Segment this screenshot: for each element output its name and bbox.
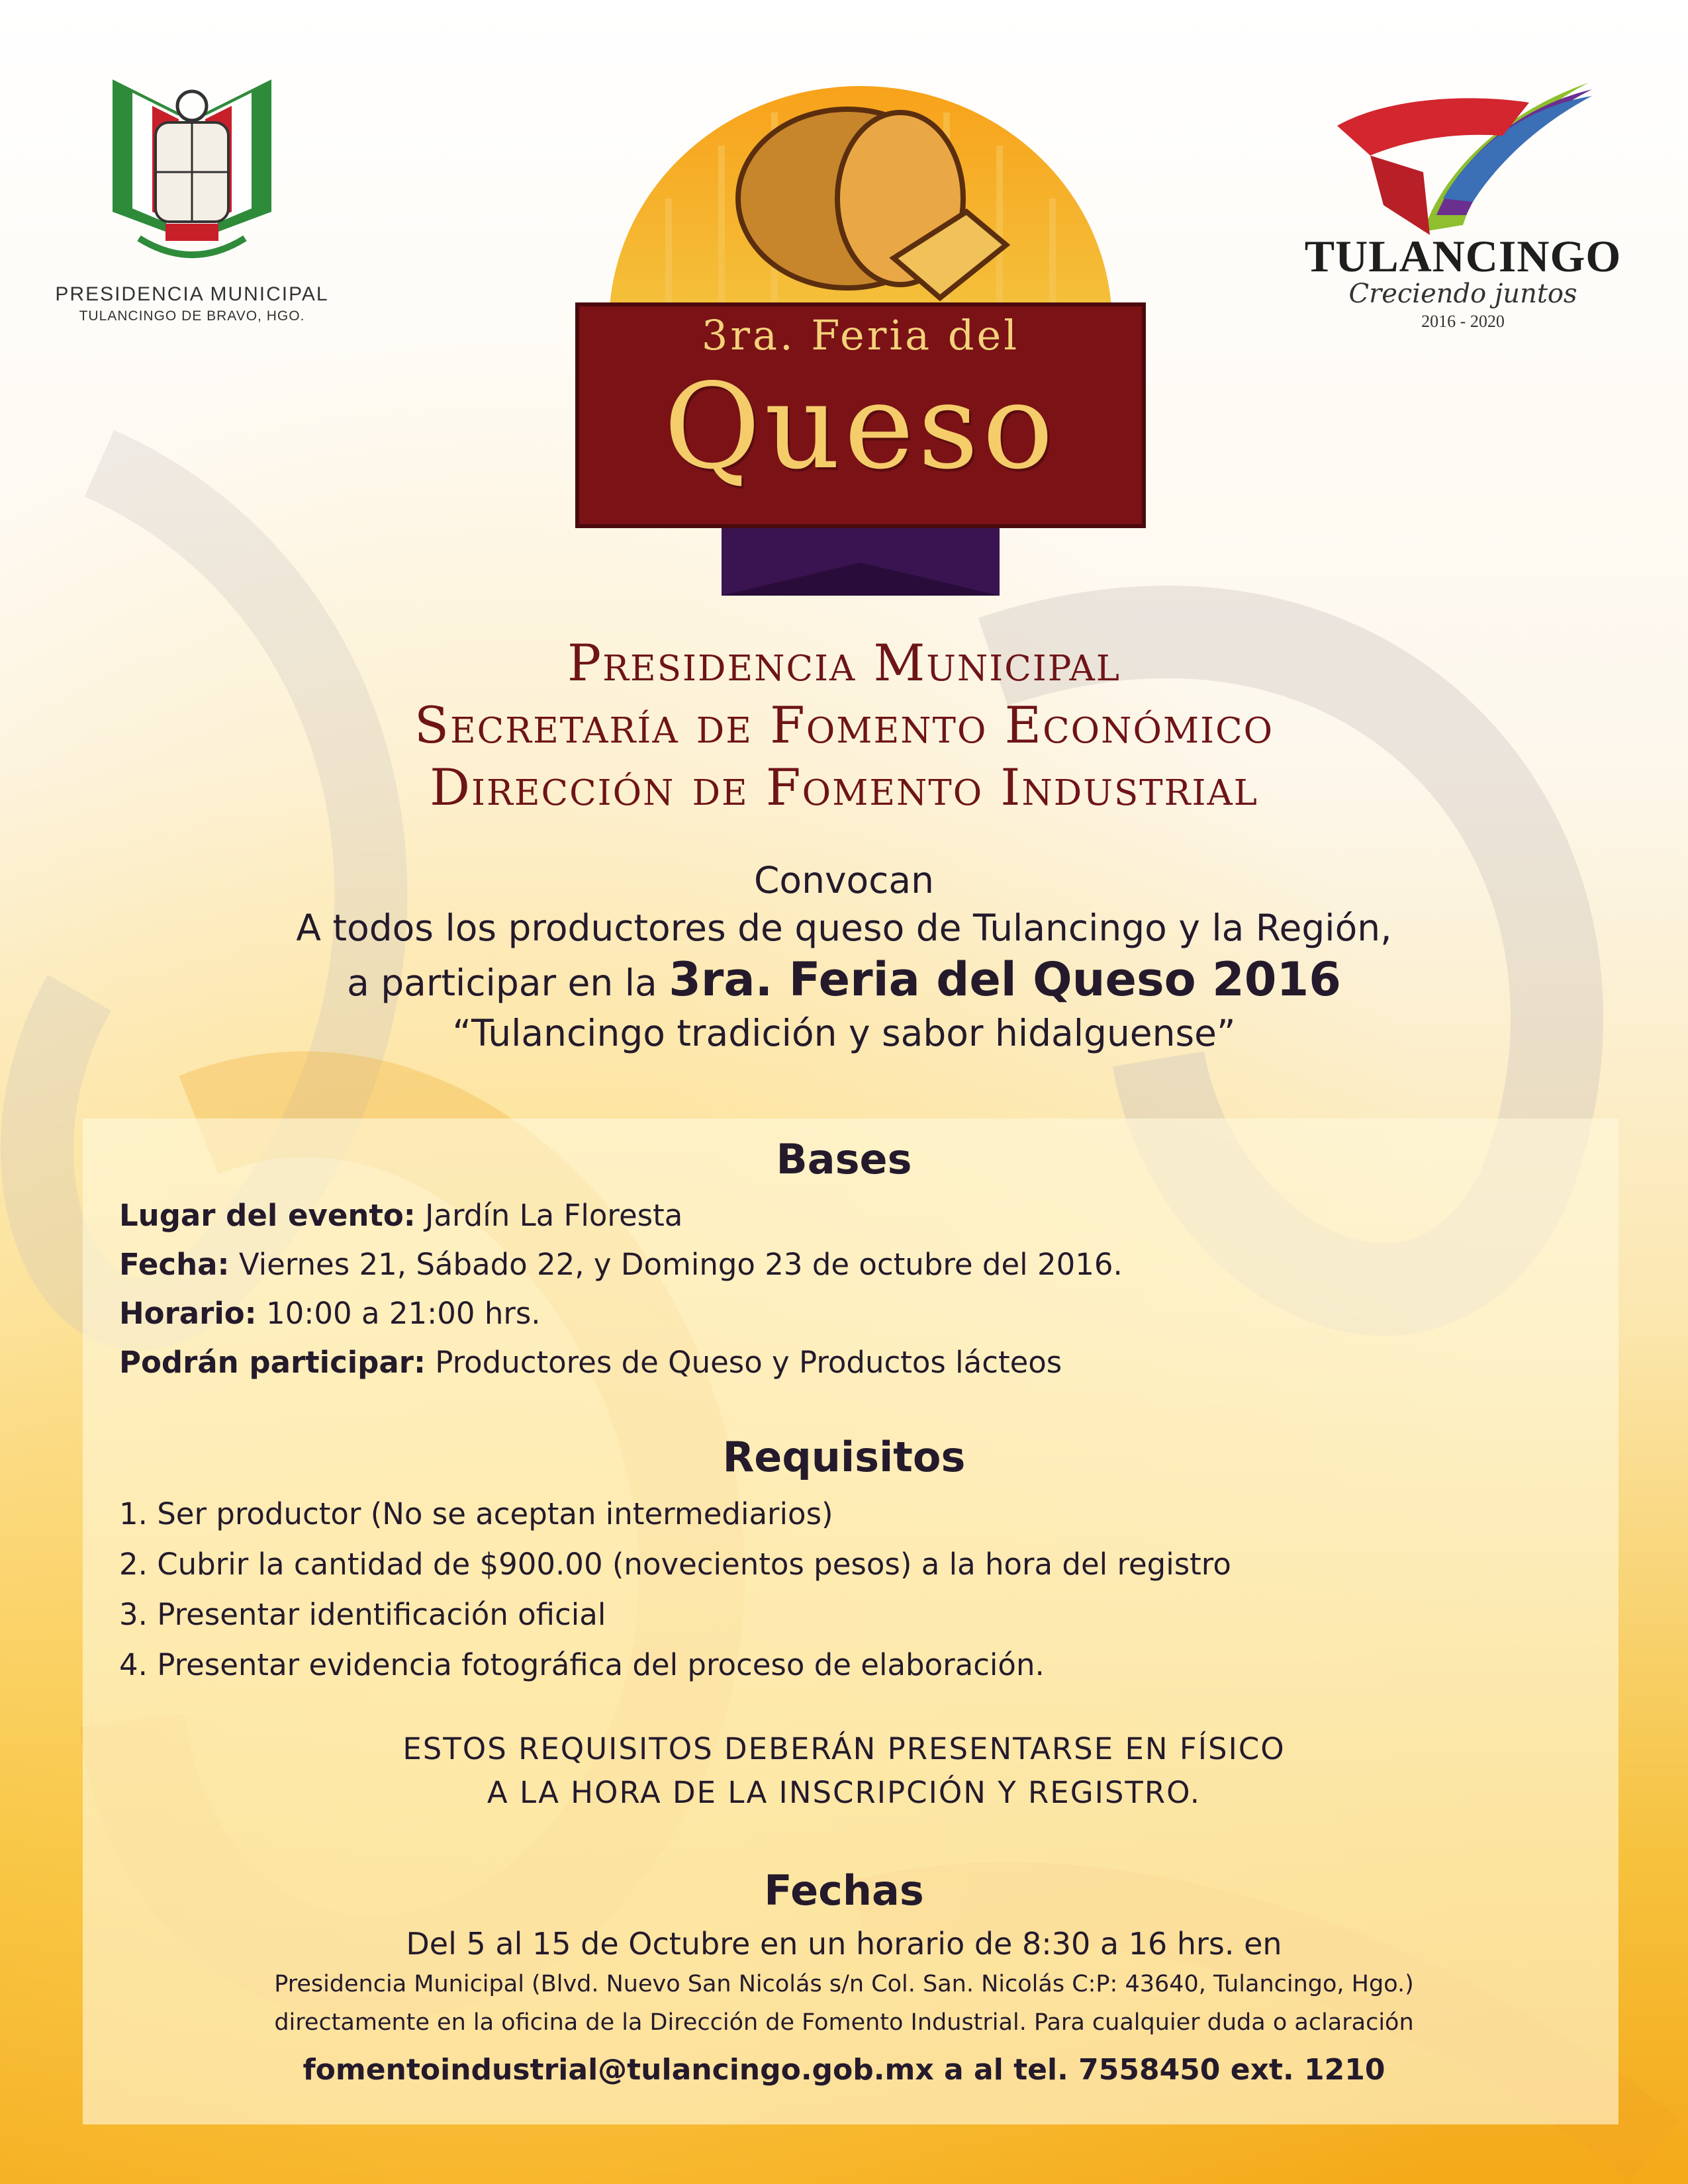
municipal-logo-line1: PRESIDENCIA MUNICIPAL xyxy=(55,283,329,305)
tulancingo-logo xyxy=(1284,73,1642,351)
fechas-line-3: directamente en la oficina de la Dirección de Fomento Industrial. Para cualquier duda o aclaración xyxy=(274,2009,1414,2036)
invitation-line: A todos los productores de queso de Tulancingo y la Región, xyxy=(296,907,1392,949)
municipal-logo-line2: TULANCINGO DE BRAVO, HGO. xyxy=(79,308,305,324)
contact-line: fomentoindustrial@tulancingo.gob.mx a al tel. 7558450 ext. 1210 xyxy=(303,2053,1385,2087)
base-value: 10:00 a 21:00 hrs. xyxy=(256,1296,541,1331)
requisitos-heading: Requisitos xyxy=(722,1433,966,1481)
organizers xyxy=(0,632,1688,819)
organizer-2: Secretaría de Fomento Económico xyxy=(414,696,1274,754)
bases-heading: Bases xyxy=(776,1135,912,1183)
badge-title-small: 3ra. Feria del xyxy=(701,311,1020,359)
organizer-3: Dirección de Fomento Industrial xyxy=(430,758,1258,817)
base-label: Fecha: xyxy=(119,1247,230,1282)
badge-title-big: Queso xyxy=(663,358,1058,495)
base-label: Lugar del evento: xyxy=(119,1198,416,1233)
base-value: Jardín La Floresta xyxy=(415,1198,683,1233)
fair-slogan: “Tulancingo tradición y sabor hidalguense” xyxy=(452,1012,1236,1054)
participate-line xyxy=(0,952,1688,1010)
base-item xyxy=(119,1191,1575,1240)
municipal-logo xyxy=(46,66,338,357)
tulancingo-name: TULANCINGO xyxy=(1304,231,1622,281)
base-item xyxy=(119,1240,1575,1289)
fechas-heading: Fechas xyxy=(764,1866,924,1915)
fair-badge xyxy=(569,86,1152,602)
convocan-line: Convocan xyxy=(754,859,934,901)
tulancingo-swoosh-icon xyxy=(1331,73,1595,238)
requisito-item: 4. Presentar evidencia fotográfica del proceso de elaboración. xyxy=(119,1647,1045,1682)
fair-name-bold: 3ra. Feria del Queso 2016 xyxy=(669,952,1341,1007)
bases-list xyxy=(119,1191,1575,1387)
base-label: Horario: xyxy=(119,1296,257,1331)
convocatoria xyxy=(0,857,1688,1056)
base-item xyxy=(119,1289,1575,1338)
coat-of-arms-icon xyxy=(93,66,291,271)
base-value: Productores de Queso y Productos lácteos xyxy=(425,1345,1062,1380)
requirements-notice xyxy=(0,1727,1688,1815)
base-label: Podrán participar: xyxy=(119,1345,426,1380)
base-value: Viernes 21, Sábado 22, y Domingo 23 de octubre del 2016. xyxy=(229,1247,1123,1282)
participate-prefix: a participar en la xyxy=(347,962,669,1004)
base-item xyxy=(119,1338,1575,1387)
notice-line-1: ESTOS REQUISITOS DEBERÁN PRESENTARSE EN FÍSICO xyxy=(402,1731,1286,1766)
fechas-line-2: Presidencia Municipal (Blvd. Nuevo San Nicolás s/n Col. San. Nicolás C:P: 43640, Tulancingo, Hgo.) xyxy=(274,1971,1414,1997)
fechas-line-1: Del 5 al 15 de Octubre en un horario de 8:30 a 16 hrs. en xyxy=(406,1926,1282,1962)
requisito-item: 1. Ser productor (No se aceptan intermediarios) xyxy=(119,1496,833,1531)
requisito-item: 3. Presentar identificación oficial xyxy=(119,1597,606,1632)
tulancingo-years: 2016 - 2020 xyxy=(1421,312,1505,331)
organizer-1: Presidencia Municipal xyxy=(567,633,1121,692)
requisitos-list xyxy=(119,1489,1575,1690)
fechas-section xyxy=(0,1923,1688,2099)
notice-line-2: A LA HORA DE LA INSCRIPCIÓN Y REGISTRO. xyxy=(487,1775,1201,1810)
tulancingo-slogan: Creciendo juntos xyxy=(1348,279,1577,309)
requisito-item: 2. Cubrir la cantidad de $900.00 (novecientos pesos) a la hora del registro xyxy=(119,1547,1231,1582)
